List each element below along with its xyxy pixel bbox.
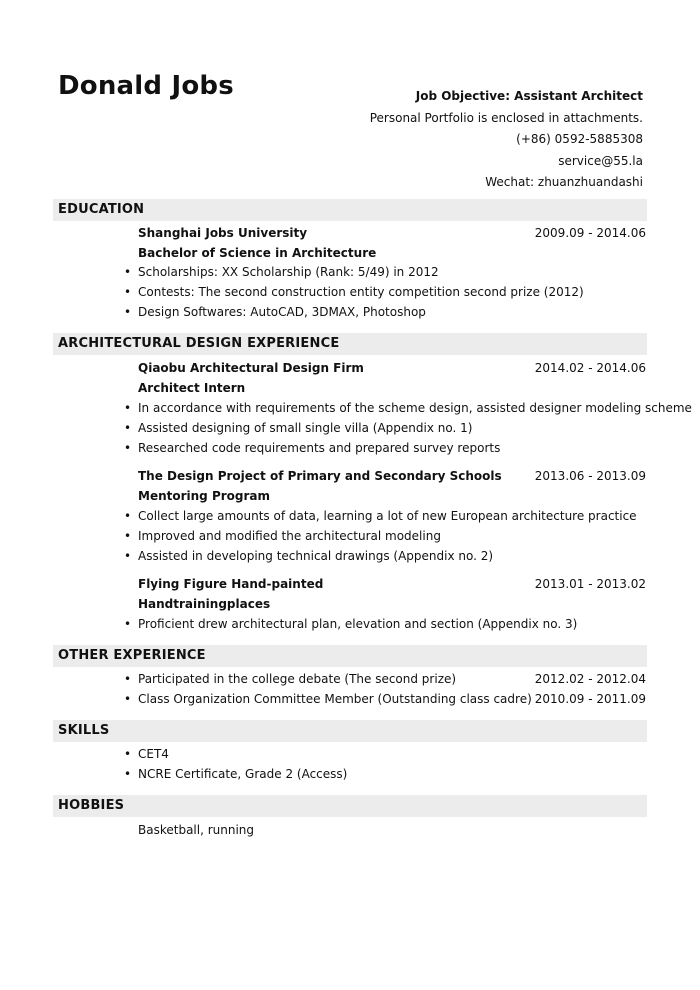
bullet-icon: • bbox=[124, 265, 132, 279]
email-address: service@55.la bbox=[558, 153, 643, 168]
experience-dates: 2013.01 - 2013.02 bbox=[534, 577, 646, 591]
org-name: The Design Project of Primary and Secondary Schools bbox=[138, 469, 502, 483]
experience-dates: 2014.02 - 2014.06 bbox=[534, 361, 646, 375]
list-item: • Assisted designing of small single villa (Appendix no. 1) bbox=[138, 418, 646, 438]
experience-dates: 2010.09 - 2011.09 bbox=[534, 692, 646, 706]
portfolio-note: Personal Portfolio is enclosed in attachments. bbox=[369, 110, 643, 125]
bullet-icon: • bbox=[124, 529, 132, 543]
list-item: • Scholarships: XX Scholarship (Rank: 5/49) in 2012 bbox=[138, 262, 646, 282]
contact-block bbox=[370, 86, 643, 194]
list-item: • Improved and modified the architectural modeling bbox=[138, 526, 646, 546]
bullet-icon: • bbox=[124, 305, 132, 319]
role-title: Mentoring Program bbox=[138, 489, 271, 503]
list-item: • In accordance with requirements of the scheme design, assisted designer modeling scheme bbox=[138, 398, 646, 418]
bullet-icon: • bbox=[124, 549, 132, 563]
bullet-icon: • bbox=[124, 692, 132, 706]
education-dates: 2009.09 - 2014.06 bbox=[534, 226, 646, 240]
list-item: • Design Softwares: AutoCAD, 3DMAX, Photoshop bbox=[138, 302, 646, 322]
list-item: • Researched code requirements and prepared survey reports bbox=[138, 438, 646, 458]
bullet-icon: • bbox=[124, 441, 132, 455]
phone-number: (+86) 0592-5885308 bbox=[516, 132, 643, 146]
role-title: Architect Intern bbox=[138, 381, 246, 395]
hobbies-text: Basketball, running bbox=[138, 823, 255, 837]
job-objective: Job Objective: Assistant Architect bbox=[415, 89, 643, 103]
list-item: • CET4 bbox=[138, 744, 646, 764]
section-title: ARCHITECTURAL DESIGN EXPERIENCE bbox=[58, 336, 340, 351]
list-item: • Proficient drew architectural plan, elevation and section (Appendix no. 3) bbox=[138, 614, 646, 634]
section-header-education bbox=[53, 199, 647, 221]
section-header-other-experience bbox=[53, 645, 647, 667]
experience-org-row bbox=[138, 358, 646, 378]
section-header-hobbies bbox=[53, 795, 647, 817]
role-title: Handtrainingplaces bbox=[138, 597, 271, 611]
degree: Bachelor of Science in Architecture bbox=[138, 246, 377, 260]
bullet-icon: • bbox=[124, 421, 132, 435]
experience-dates: 2012.02 - 2012.04 bbox=[534, 672, 646, 686]
section-title: SKILLS bbox=[58, 723, 110, 738]
section-title: EDUCATION bbox=[58, 202, 145, 217]
section-title: HOBBIES bbox=[58, 798, 125, 813]
list-item: • Participated in the college debate (The second prize) 2012.02 - 2012.04 bbox=[138, 669, 646, 689]
experience-dates: 2013.06 - 2013.09 bbox=[534, 469, 646, 483]
org-name: Flying Figure Hand-painted bbox=[138, 577, 324, 591]
experience-role-row bbox=[138, 378, 646, 398]
candidate-name: Donald Jobs bbox=[58, 71, 234, 101]
bullet-icon: • bbox=[124, 767, 132, 781]
org-name: Qiaobu Architectural Design Firm bbox=[138, 361, 364, 375]
education-degree-row bbox=[138, 243, 646, 263]
education-school-row bbox=[138, 223, 646, 243]
list-item: • Assisted in developing technical drawings (Appendix no. 2) bbox=[138, 546, 646, 566]
bullet-icon: • bbox=[124, 509, 132, 523]
experience-role-row bbox=[138, 486, 646, 506]
section-header-skills bbox=[53, 720, 647, 742]
bullet-icon: • bbox=[124, 747, 132, 761]
hobbies-text-row bbox=[138, 820, 646, 840]
experience-role-row bbox=[138, 594, 646, 614]
section-header-architectural bbox=[53, 333, 647, 355]
experience-org-row bbox=[138, 466, 646, 486]
school-name: Shanghai Jobs University bbox=[138, 226, 308, 240]
bullet-icon: • bbox=[124, 617, 132, 631]
experience-org-row bbox=[138, 574, 646, 594]
list-item: • Contests: The second construction entity competition second prize (2012) bbox=[138, 282, 646, 302]
wechat-id: Wechat: zhuanzhuandashi bbox=[485, 175, 643, 189]
bullet-icon: • bbox=[124, 401, 132, 415]
bullet-icon: • bbox=[124, 285, 132, 299]
list-item: • NCRE Certificate, Grade 2 (Access) bbox=[138, 764, 646, 784]
bullet-icon: • bbox=[124, 672, 132, 686]
list-item: • Collect large amounts of data, learning a lot of new European architecture practice bbox=[138, 506, 646, 526]
list-item: • Class Organization Committee Member (Outstanding class cadre) 2010.09 - 2011.09 bbox=[138, 689, 646, 709]
section-title: OTHER EXPERIENCE bbox=[58, 648, 206, 663]
